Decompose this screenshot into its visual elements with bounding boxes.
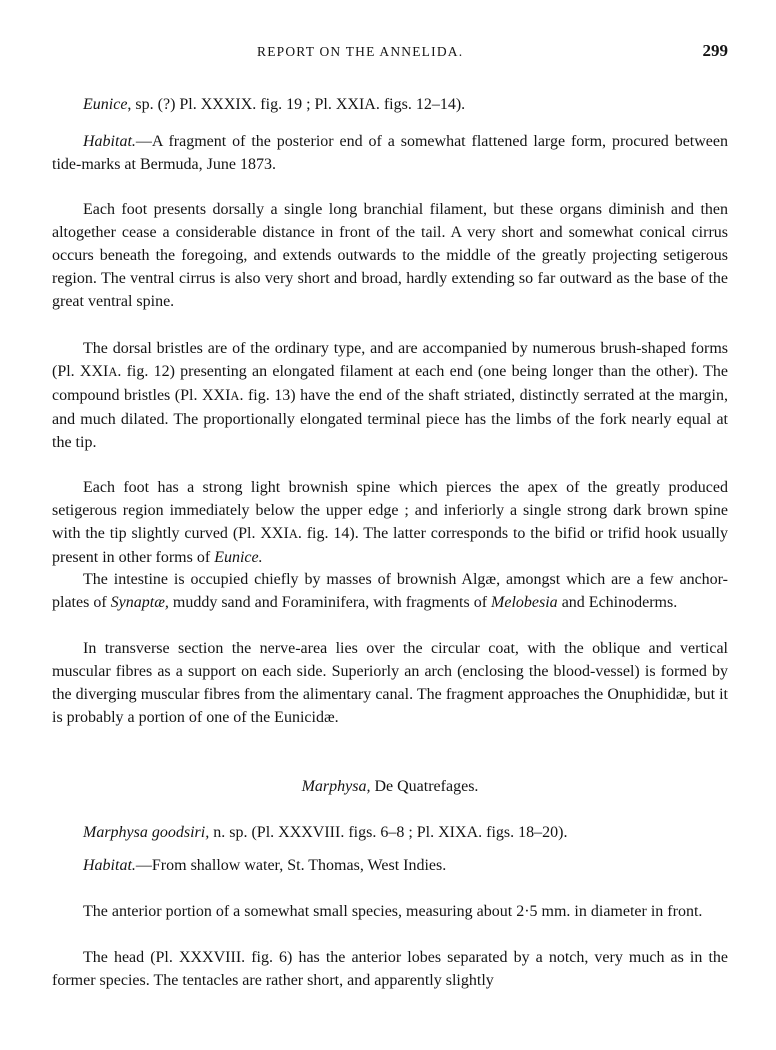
eunice-habitat-text: —A fragment of the posterior end of a somewhat flattened large form, procured between tide-marks at Bermuda, June 1873.	[52, 133, 728, 173]
marphysa-habitat: Habitat.—From shallow water, St. Thomas, West Indies.	[83, 857, 447, 874]
eunice-paragraph-3: Each foot has a strong light brownish spine which pierces the apex of the greatly produced setigerous region immediately below the upper edge ; and inferiorly a single strong dark brown spine with the tip slightly curved (Pl. XXIA. fig. 14). The latter corresponds to the bifid or trifid hook usually present in other forms of Eunice.	[52, 479, 729, 566]
running-header	[52, 41, 728, 66]
eunice-name: Eunice	[83, 96, 128, 113]
eunice-paragraph-4: The intestine is occupied chiefly by masses of brownish Algæ, amongst which are a few anchor-plates of Synaptæ, muddy sand and Foraminifera, with fragments of Melobesia and Echinoderms.	[52, 571, 728, 611]
page-number: 299	[702, 41, 728, 60]
eunice-genus-ref: Eunice.	[214, 549, 263, 566]
eunice-habitat-label: Habitat.	[83, 133, 136, 150]
eunice-species-heading	[52, 93, 728, 116]
marphysa-species-name: Marphysa goodsiri,	[83, 824, 210, 841]
marphysa-species-heading: Marphysa goodsiri, n. sp. (Pl. XXXVIII. figs. 6–8 ; Pl. XIXA. figs. 18–20).	[83, 824, 568, 841]
eunice-paragraph-5: In transverse section the nerve-area lies over the circular coat, with the oblique and vertical muscular fibres as a support on each side. Superiorly an arch (enclosing the blood-vessel) is formed by the diverging muscular fibres from the alimentary canal. The fragment approaches the Onuphididæ, but it is probably a portion of one of the Eunicidæ.	[52, 640, 728, 726]
eunice-paragraph-2: The dorsal bristles are of the ordinary type, and are accompanied by numerous brush-shaped forms (Pl. XXIA. fig. 12) presenting an elongated filament at each end (one being longer than the other). The compound bristles (Pl. XXIA. fig. 13) have the end of the shaft striated, distinctly serrated at the margin, and much dilated. The proportionally elongated terminal piece has the limbs of the fork nearly equal at the tip.	[52, 340, 729, 451]
marphysa-genus-heading: Marphysa, De Quatrefages.	[301, 778, 479, 795]
eunice-paragraph-1: Each foot presents dorsally a single long branchial filament, but these organs diminish and then altogether cease a considerable distance in front of the tail. A very short and somewhat conical cirrus occurs beneath the foregoing, and extends outwards to the middle of the greatly projecting setigerous region. The ventral cirrus is also very short and broad, hardly extending so far outward as the base of the great ventral spine.	[52, 201, 728, 310]
marphysa-paragraph-2: The head (Pl. XXXVIII. fig. 6) has the anterior lobes separated by a notch, very much as in the former species. The tentacles are rather short, and apparently slightly	[52, 949, 728, 989]
running-title: REPORT ON THE ANNELIDA.	[257, 44, 464, 59]
eunice-reference: , sp. (?) Pl. XXXIX. fig. 19 ; Pl. XXIA. figs. 12–14).	[127, 96, 466, 113]
eunice-habitat	[52, 130, 728, 176]
marphysa-paragraph-1: The anterior portion of a somewhat small species, measuring about 2·5 mm. in diameter in front.	[83, 903, 703, 920]
